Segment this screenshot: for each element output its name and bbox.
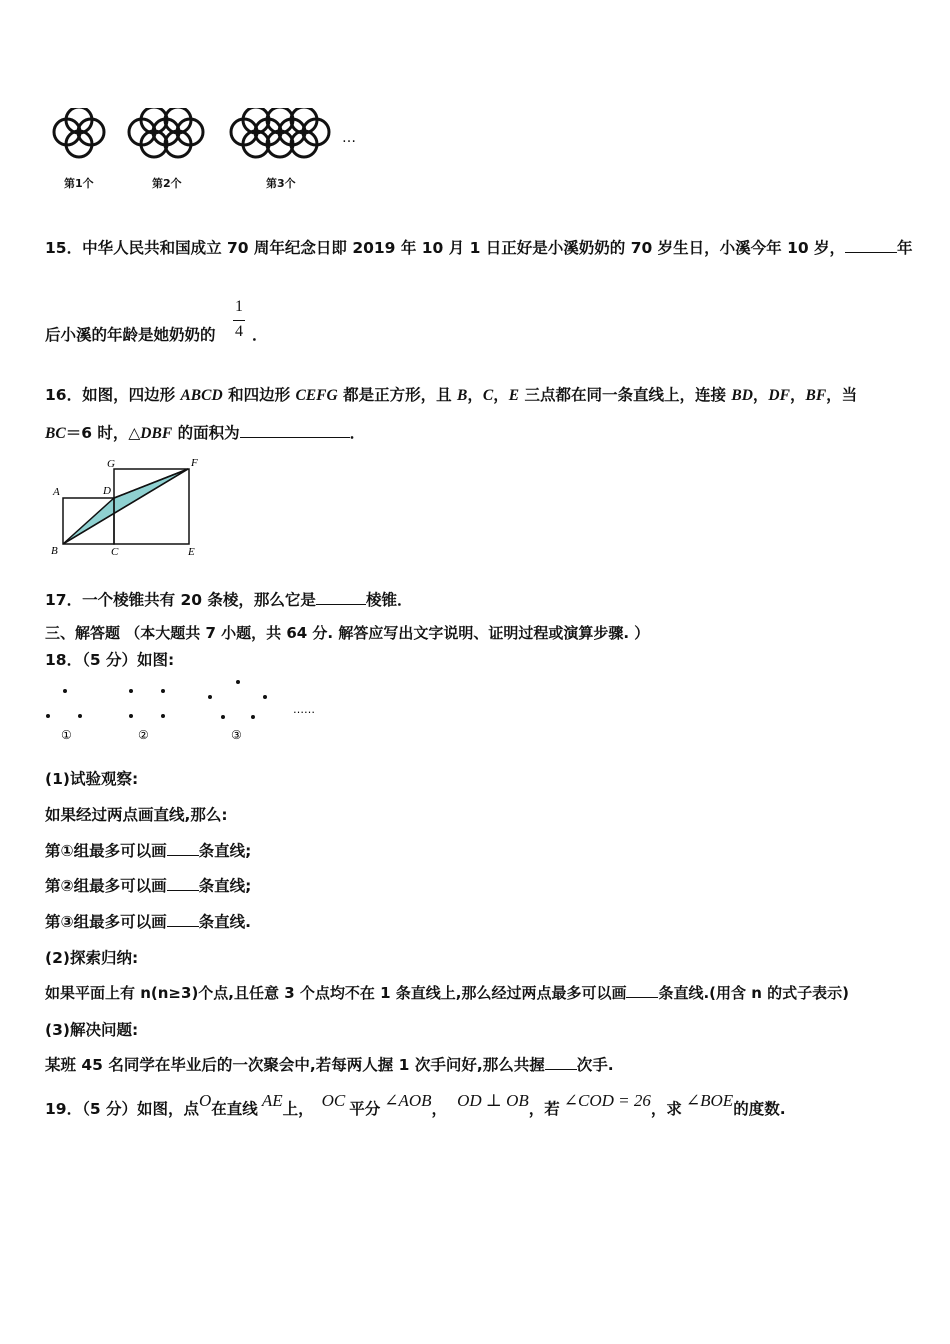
q19-line [45,1091,786,1119]
q16-answer-blank[interactable] [240,423,350,438]
q17-answer-blank[interactable] [316,590,366,605]
dots-label-1: ① [61,728,72,742]
q15-fraction-denominator: 4 [235,323,243,340]
q19-line-ae: AE [261,1091,283,1110]
dots-figure [40,675,340,750]
q16-sep: ， [467,386,483,404]
q18-p4 [45,874,251,896]
q19-ray-oc: OC [321,1091,346,1110]
q18-blank-2[interactable] [167,876,199,891]
q16-sep: ， [493,386,509,404]
label-a: A [53,486,60,498]
q15-text-end: 年 [897,239,913,257]
q16-sep: ， [752,386,769,404]
dot [161,689,165,693]
q16-text: 三点都在同一条直线上，连接 [519,386,732,404]
section-3-heading: 三、解答题 （本大题共 7 小题，共 64 分. 解答应写出文字说明、证明过程或演算步骤. ） [45,624,650,642]
q18-title: 18．（5 分）如图: [45,651,175,669]
q18-blank-4[interactable] [626,983,658,998]
q18-text: 条直线.(用含 n 的式子表示) [658,984,850,1002]
q17-text: 17．一个棱锥共有 20 条棱，那么它是 [45,591,316,609]
squares-figure [45,455,215,560]
q19-perpendicular: OD ⊥ OB [457,1091,529,1110]
dot [46,714,50,718]
q19-text: 在直线 [211,1100,258,1118]
q15-line1 [45,236,913,258]
q16-df: DF [768,387,790,404]
q19-text: 的度数. [733,1100,786,1118]
ring-caption-2: 第2个 [152,177,182,190]
ring-caption-3: 第3个 [266,177,296,190]
q15-text2: 后小溪的年龄是她奶奶的 [45,326,216,344]
dot [161,714,165,718]
q19-angle-aob: ∠AOB [384,1091,432,1110]
q16-point-c: C [482,387,494,404]
dot [129,689,133,693]
q18-text: 第①组最多可以画 [45,842,167,860]
q16-text-end: ． [349,424,366,442]
dot [63,689,67,693]
label-e: E [188,546,195,558]
dot [129,714,133,718]
q19-text: ， [431,1100,448,1118]
q19-text: 上， [282,1100,314,1118]
q16-abcd: ABCD [180,387,223,404]
q15-fraction-numerator: 1 [235,298,243,315]
q16-text: 都是正方形，且 [337,386,457,404]
q18-blank-1[interactable] [167,841,199,856]
q18-text: 次手. [576,1056,614,1074]
dot [251,715,255,719]
q16-bf: BF [805,387,827,404]
q18-text: 某班 45 名同学在毕业后的一次聚会中,若每两人握 1 次手问好,那么共握 [45,1056,545,1074]
dot [208,695,212,699]
q19-text: ，若 [528,1100,560,1118]
label-g: G [107,458,115,470]
q16-text: ＝6 时，△ [65,424,141,442]
q18-p7 [45,982,849,1003]
q19-angle-cod: ∠COD = 26 [563,1091,651,1110]
q19-point-o: O [199,1091,212,1110]
q16-dbf: DBF [140,425,173,442]
q16-text: 的面积为 [172,424,240,442]
q18-p2: 如果经过两点画直线,那么: [45,806,228,824]
q16-sep: ， [789,386,806,404]
q19-text: ，求 [650,1100,682,1118]
dot [78,714,82,718]
ring-ellipsis: … [342,130,356,146]
q18-p5 [45,910,251,932]
q15-line2 [45,323,216,345]
dot [236,680,240,684]
q15-text: 15．中华人民共和国成立 70 周年纪念日即 2019 年 10 月 1 日正好是小溪奶奶的 70 岁生日，小溪今年 10 岁， [45,239,846,257]
q16-line2 [45,421,365,443]
q18-p9 [45,1053,614,1075]
label-b: B [51,545,58,557]
dots-ellipsis: …… [293,703,315,716]
q17-text-end: 棱锥． [365,591,413,609]
q18-text: 如果平面上有 n(n≥3)个点,且任意 3 个点均不在 1 条直线上,那么经过两点最多可以画 [45,984,627,1002]
q15-fraction-bar [233,320,245,321]
q16-cefg: CEFG [295,387,338,404]
label-c: C [111,546,119,558]
q18-text: 条直线. [198,913,252,931]
q18-blank-5[interactable] [545,1055,577,1070]
q18-p1: (1)试验观察: [45,770,139,788]
q18-text: 条直线; [198,842,252,860]
label-f: F [191,457,198,469]
q16-point-e: E [508,387,520,404]
q16-text: 和四边形 [222,386,296,404]
q18-p8: (3)解决问题: [45,1021,139,1039]
q18-p3 [45,839,251,861]
segment-df [114,469,188,498]
q19-text: 19．（5 分）如图，点 [45,1100,200,1118]
q17-line [45,588,412,610]
q15-answer-blank[interactable] [845,238,897,253]
q16-text: ，当 [826,386,858,404]
q18-text: 第②组最多可以画 [45,877,167,895]
q16-text: 16．如图，四边形 [45,386,181,404]
q18-text: 第③组最多可以画 [45,913,167,931]
q16-point-b: B [457,387,468,404]
segment-bf [63,469,188,544]
q19-text: 平分 [349,1100,381,1118]
dots-label-3: ③ [231,728,242,742]
ring-caption-1: 第1个 [64,177,94,190]
q15-end: ． [252,326,268,344]
dots-label-2: ② [138,728,149,742]
q18-p6: (2)探索归纳: [45,949,139,967]
q18-blank-3[interactable] [167,912,199,927]
q19-angle-boe: ∠BOE [685,1091,734,1110]
q16-bc: BC [45,425,66,442]
label-d: D [103,485,111,497]
dot [263,695,267,699]
dot [221,715,225,719]
q18-text: 条直线; [198,877,252,895]
q16-bd: BD [731,387,753,404]
ring-pattern-figure [40,108,370,178]
q16-line1 [45,383,857,405]
